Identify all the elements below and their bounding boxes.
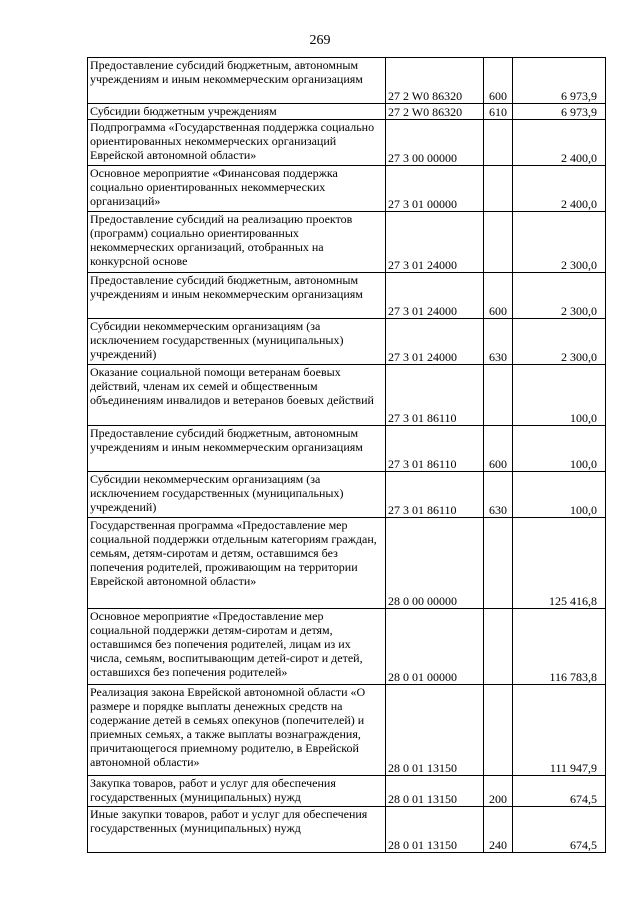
row-code: 28 0 01 13150 <box>386 776 484 807</box>
row-amount: 111 947,9 <box>513 685 606 776</box>
row-amount: 2 400,0 <box>513 166 606 212</box>
row-name-cell <box>88 518 386 609</box>
row-code: 27 2 W0 86320 <box>386 58 484 104</box>
row-code: 28 0 01 13150 <box>386 685 484 776</box>
row-name-cell <box>88 104 386 120</box>
row-vr: 200 <box>484 776 513 807</box>
table-row <box>88 776 606 807</box>
row-name-cell <box>88 273 386 319</box>
row-code: 27 2 W0 86320 <box>386 104 484 120</box>
row-amount: 100,0 <box>513 426 606 472</box>
table-row <box>88 426 606 472</box>
table-row <box>88 685 606 776</box>
row-code: 27 3 01 86110 <box>386 426 484 472</box>
row-amount: 2 400,0 <box>513 120 606 166</box>
row-amount: 116 783,8 <box>513 609 606 685</box>
row-name-cell <box>88 685 386 776</box>
row-code: 27 3 00 00000 <box>386 120 484 166</box>
table-row <box>88 166 606 212</box>
row-name: Субсидии бюджетным учреждениям <box>90 104 277 118</box>
row-name-cell <box>88 212 386 273</box>
row-vr <box>484 166 513 212</box>
row-amount: 100,0 <box>513 472 606 518</box>
row-code: 27 3 01 24000 <box>386 319 484 365</box>
row-name-cell <box>88 58 386 104</box>
table-row <box>88 212 606 273</box>
row-amount: 100,0 <box>513 365 606 426</box>
row-name: Субсидии некоммерческим организациям (за исключением государственных (муниципальных) учреждений) <box>90 319 344 361</box>
row-name-cell <box>88 776 386 807</box>
row-name: Основное мероприятие «Финансовая поддержка социально ориентированных некоммерческих организаций» <box>90 166 338 208</box>
row-name-cell <box>88 365 386 426</box>
page-number: 269 <box>309 33 331 48</box>
row-name-cell <box>88 120 386 166</box>
row-name: Предоставление субсидий бюджетным, автономным учреждениям и иным некоммерческим организациям <box>90 426 363 454</box>
row-name: Оказание социальной помощи ветеранам боевых действий, членам их семей и общественным объединениям инвалидов и ветеранов боевых действий <box>90 365 374 407</box>
table-row <box>88 609 606 685</box>
budget-table <box>87 57 606 853</box>
row-amount: 674,5 <box>513 807 606 853</box>
row-code: 28 0 01 00000 <box>386 609 484 685</box>
table-row <box>88 273 606 319</box>
row-vr: 600 <box>484 426 513 472</box>
table-row <box>88 120 606 166</box>
row-amount: 6 973,9 <box>513 58 606 104</box>
row-amount: 2 300,0 <box>513 319 606 365</box>
table-row <box>88 104 606 120</box>
row-name: Предоставление субсидий бюджетным, автономным учреждениям и иным некоммерческим организациям <box>90 58 363 86</box>
row-code: 27 3 01 86110 <box>386 365 484 426</box>
row-vr <box>484 120 513 166</box>
table-row <box>88 319 606 365</box>
row-name-cell <box>88 166 386 212</box>
row-name-cell <box>88 609 386 685</box>
row-amount: 2 300,0 <box>513 212 606 273</box>
row-name-cell <box>88 426 386 472</box>
row-name: Субсидии некоммерческим организациям (за исключением государственных (муниципальных) учреждений) <box>90 472 344 514</box>
table-row <box>88 807 606 853</box>
row-vr: 600 <box>484 273 513 319</box>
row-code: 27 3 01 24000 <box>386 212 484 273</box>
row-code: 27 3 01 00000 <box>386 166 484 212</box>
row-code: 28 0 01 13150 <box>386 807 484 853</box>
row-vr: 600 <box>484 58 513 104</box>
row-code: 27 3 01 86110 <box>386 472 484 518</box>
row-name: Реализация закона Еврейской автономной области «О размере и порядке выплаты денежных средств на содержание детей в семьях опекунов (попечителей) и приемных семьях, а также выплаты вознаграждения, причитающегося приемному родителю, в Еврейской автономной области» <box>90 685 366 769</box>
row-name: Иные закупки товаров, работ и услуг для обеспечения государственных (муниципальных) нужд <box>90 807 368 835</box>
row-amount: 125 416,8 <box>513 518 606 609</box>
row-amount: 6 973,9 <box>513 104 606 120</box>
row-name: Закупка товаров, работ и услуг для обеспечения государственных (муниципальных) нужд <box>90 776 336 804</box>
table-row <box>88 472 606 518</box>
row-vr: 610 <box>484 104 513 120</box>
row-vr <box>484 685 513 776</box>
row-vr <box>484 518 513 609</box>
row-vr: 630 <box>484 319 513 365</box>
table-row <box>88 58 606 104</box>
row-name: Предоставление субсидий на реализацию проектов (программ) социально ориентированных некоммерческих организаций, отобранных на конкурсной основе <box>90 212 353 268</box>
row-name-cell <box>88 472 386 518</box>
row-name-cell <box>88 319 386 365</box>
row-amount: 674,5 <box>513 776 606 807</box>
row-name: Основное мероприятие «Предоставление мер социальной поддержки детям-сиротам и детям, оставшимся без попечения родителей, лицам из их числа, семьям, воспитывающим детей-сирот и детей, оставшихся без попечения родителей» <box>90 609 363 679</box>
row-vr <box>484 609 513 685</box>
row-vr <box>484 365 513 426</box>
row-name: Государственная программа «Предоставление мер социальной поддержки отдельным категориям граждан, семьям, детям-сиротам и детям, оставшимся без попечения родителей, проживающим на территории Еврейской автономной области» <box>90 518 377 588</box>
table-row <box>88 365 606 426</box>
row-amount: 2 300,0 <box>513 273 606 319</box>
row-vr: 630 <box>484 472 513 518</box>
row-code: 27 3 01 24000 <box>386 273 484 319</box>
row-name: Подпрограмма «Государственная поддержка социально ориентированных некоммерческих организаций Еврейской автономной области» <box>90 120 375 162</box>
row-name-cell <box>88 807 386 853</box>
row-name: Предоставление субсидий бюджетным, автономным учреждениям и иным некоммерческим организациям <box>90 273 363 301</box>
row-vr: 240 <box>484 807 513 853</box>
row-vr <box>484 212 513 273</box>
row-code: 28 0 00 00000 <box>386 518 484 609</box>
table-row <box>88 518 606 609</box>
